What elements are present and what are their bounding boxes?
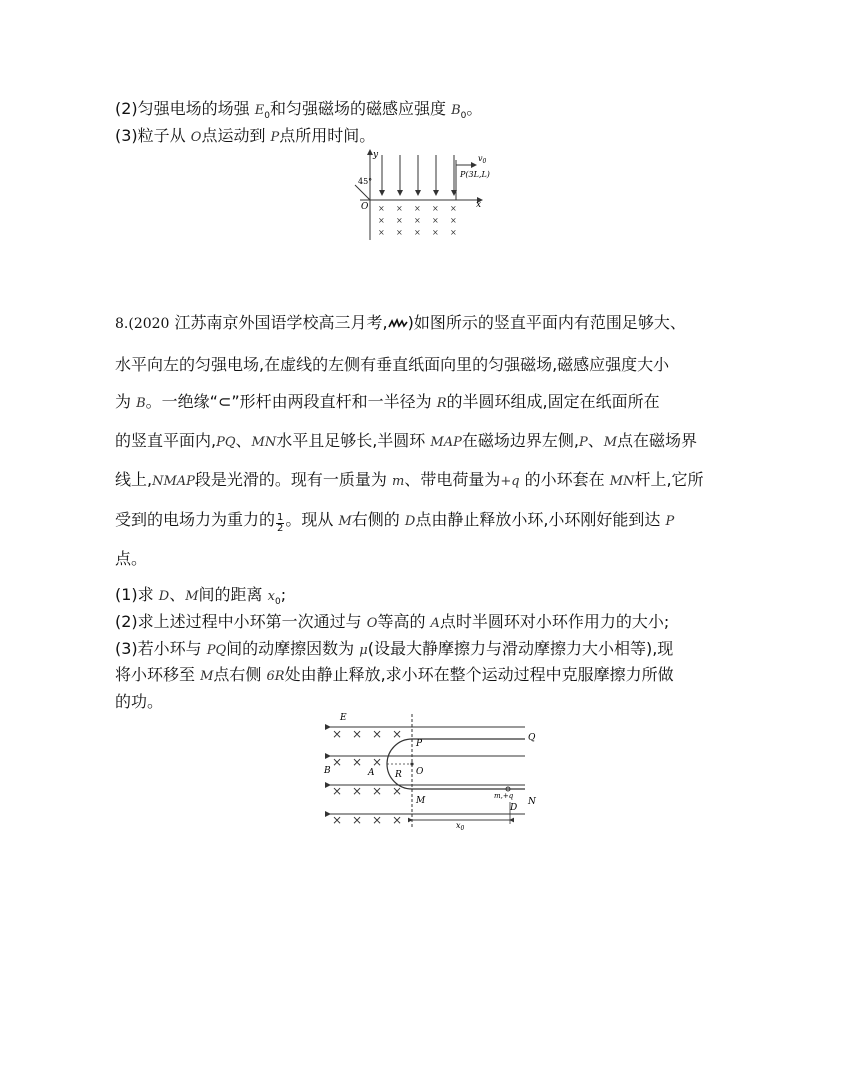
svg-text:×: × — [392, 727, 403, 741]
svg-text:×: × — [378, 228, 385, 237]
p-label: P — [416, 739, 423, 749]
q8-line5: 线上,NMAP段是光滑的。现有一质量为 m、带电荷量为+q 的小环套在 MN杆上,它所 — [115, 470, 704, 489]
svg-text:×: × — [372, 755, 383, 769]
e-label: E — [340, 713, 347, 723]
svg-text:×: × — [372, 784, 383, 798]
q8-line3: 为 B。一绝缘“⊂”形杆由两段直杆和一半径为 R的半圆环组成,固定在纸面所在 — [115, 392, 660, 411]
origin-label: O — [361, 202, 369, 212]
q8-sub3-line1: (3)若小环与 PQ间的动摩擦因数为 μ(设最大静摩擦力与滑动摩擦力大小相等),现 — [115, 639, 674, 658]
q8-line7: 点。 — [115, 549, 148, 568]
q8-sub3-line2: 将小环移至 M点右侧 6R处由静止释放,求小环在整个运动过程中克服摩擦力所做 — [115, 665, 674, 684]
q8-figure — [320, 710, 550, 832]
symbol-e0: E — [254, 103, 265, 118]
r-label: R — [395, 770, 402, 780]
q7-part3: (3)粒子从 O点运动到 P点所用时间。 — [115, 126, 376, 145]
svg-text:×: × — [392, 813, 403, 827]
m-label: M — [416, 796, 426, 806]
v0-label: $v_0$ — [478, 154, 487, 165]
q8-sub1: (1)求 D、M间的距离 $x_0$; — [115, 585, 287, 608]
field-arrows — [382, 155, 454, 195]
n-label: N — [528, 797, 536, 807]
q8-sub2: (2)求上述过程中小环第一次通过与 O等高的 A点时半圆环对小环作用力的大小; — [115, 612, 670, 631]
q7-part2: (2)匀强电场的场强 $E_0$和匀强磁场的磁感应强度 $B_0$。 — [115, 99, 483, 122]
svg-text:×: × — [332, 727, 343, 741]
q8-sub3-line3: 的功。 — [115, 692, 164, 711]
svg-text:×: × — [332, 755, 343, 769]
svg-text:×: × — [414, 204, 421, 213]
q7-figure — [350, 145, 490, 245]
svg-text:×: × — [414, 228, 421, 237]
svg-text:×: × — [450, 216, 457, 225]
svg-text:×: × — [352, 784, 363, 798]
center-o — [410, 762, 413, 765]
svg-text:×: × — [332, 813, 343, 827]
velocity-line — [355, 185, 370, 200]
angle-label: 45° — [358, 177, 373, 186]
svg-text:×: × — [396, 228, 403, 237]
svg-text:×: × — [372, 813, 383, 827]
svg-text:×: × — [450, 228, 457, 237]
svg-text:×: × — [432, 216, 439, 225]
magnetic-crosses — [378, 204, 457, 237]
q8-line2: 水平向左的匀强电场,在虚线的左侧有垂直纸面向里的匀强磁场,磁感应强度大小 — [115, 355, 670, 374]
svg-text:×: × — [378, 216, 385, 225]
q8-line1: 8.(2020 江苏南京外国语学校高三月考, )如图所示的竖直平面内有范围足够大、 — [115, 313, 686, 332]
svg-text:×: × — [372, 727, 383, 741]
svg-text:×: × — [392, 784, 403, 798]
svg-text:×: × — [332, 784, 343, 798]
svg-text:×: × — [352, 727, 363, 741]
svg-text:×: × — [352, 813, 363, 827]
difficulty-icon — [388, 318, 408, 330]
svg-text:×: × — [396, 204, 403, 213]
svg-text:×: × — [378, 204, 385, 213]
a-label: A — [368, 768, 375, 778]
q-label: Q — [528, 733, 536, 743]
svg-text:×: × — [396, 216, 403, 225]
svg-text:×: × — [352, 755, 363, 769]
ring-label: m,+q — [494, 792, 514, 800]
x0-label: $x_0$ — [456, 821, 465, 832]
svg-text:×: × — [414, 216, 421, 225]
q8-line6: 受到的电场力为重力的 $\frac{1}{2}$ 。现从 M右侧的 D点由静止释放小环,小环刚好能到达 P — [115, 510, 675, 534]
q8-line4: 的竖直平面内,PQ、MN水平且足够长,半圆环 MAP在磁场边界左侧,P、M点在磁场界 — [115, 431, 698, 450]
svg-text:×: × — [450, 204, 457, 213]
svg-text:×: × — [432, 204, 439, 213]
p-label: P(3L,L) — [460, 170, 490, 179]
x-label: x — [476, 200, 482, 210]
o-label: O — [416, 767, 424, 777]
d-label: D — [510, 803, 518, 813]
fraction-one-half: $\frac{1}{2}$ — [277, 512, 284, 534]
b-label: B — [324, 766, 331, 776]
y-label: y — [373, 150, 379, 160]
symbol-b0: B — [451, 103, 461, 118]
svg-text:×: × — [432, 228, 439, 237]
